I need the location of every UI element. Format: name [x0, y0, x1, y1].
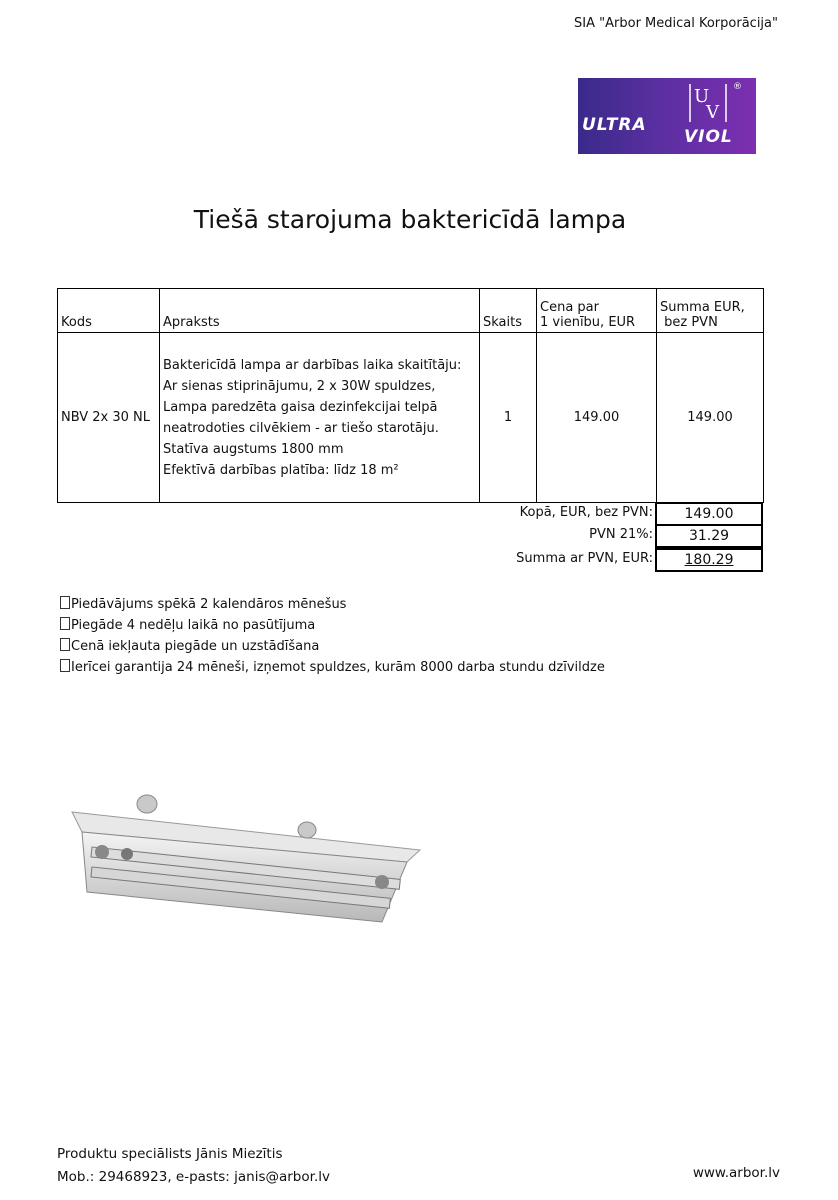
notes-list: [60, 594, 605, 678]
subtotal-value: 149.00: [655, 502, 763, 526]
footer-contact: [57, 1143, 330, 1189]
contact-info: Mob.: 29468923, e-pasts: janis@arbor.lv: [57, 1169, 330, 1185]
description-line: neatrodoties cilvēkiem - ar tiešo starotāju.: [163, 420, 439, 436]
table-row: [58, 333, 764, 503]
table-header-row: [58, 289, 764, 333]
header-sum: [657, 289, 764, 333]
list-item: [60, 594, 605, 615]
note-text: Ierīcei garantija 24 mēneši, izņemot spuldzes, kurām 8000 darba stundu dzīvildze: [71, 660, 605, 675]
page-title: Tiešā starojuma baktericīdā lampa: [193, 205, 627, 234]
total-row: [57, 548, 763, 570]
description-line: Ar sienas stiprinājumu, 2 x 30W spuldzes,: [163, 378, 436, 394]
header-sum-line2: bez PVN: [660, 315, 718, 330]
bullet-box-icon: [60, 638, 70, 651]
bullet-box-icon: [60, 659, 70, 672]
row-description: [160, 333, 480, 503]
uv-emblem-icon: [684, 80, 734, 124]
total-value: 180.29: [655, 548, 763, 572]
list-item: [60, 615, 605, 636]
header-unit-price: [537, 289, 657, 333]
header-unit-price-line2: 1 vienību, EUR: [540, 315, 636, 330]
row-unit-price: 149.00: [537, 333, 657, 503]
note-text: Cenā iekļauta piegāde un uzstādīšana: [71, 639, 320, 654]
note-text: Piegāde 4 nedēļu laikā no pasūtījuma: [71, 618, 316, 633]
vat-value: 31.29: [655, 524, 763, 548]
website-link[interactable]: www.arbor.lv: [692, 1165, 780, 1181]
vat-label: PVN 21%:: [589, 527, 653, 542]
description-line: Baktericīdā lampa ar darbības laika skaitītāju:: [163, 357, 462, 373]
header-unit-price-line1: Cena par: [540, 300, 599, 315]
registered-icon: ®: [733, 82, 742, 92]
list-item: [60, 636, 605, 657]
header-quantity: Skaits: [480, 289, 537, 333]
header-sum-line1: Summa EUR,: [660, 300, 745, 315]
row-quantity: 1: [480, 333, 537, 503]
ultraviol-logo: [578, 78, 756, 154]
list-item: [60, 657, 605, 678]
subtotal-label: Kopā, EUR, bez PVN:: [519, 505, 653, 520]
header-code: Kods: [58, 289, 160, 333]
logo-text-ultra: ULTRA: [582, 115, 647, 135]
lamp-product-image: [62, 792, 428, 932]
description-line: Statīva augstums 1800 mm: [163, 441, 344, 457]
offer-table: [57, 288, 764, 503]
description-line: Lampa paredzēta gaisa dezinfekcijai telpā: [163, 399, 438, 415]
svg-text:U: U: [694, 86, 710, 107]
total-label: Summa ar PVN, EUR:: [516, 551, 653, 566]
svg-text:V: V: [706, 102, 719, 123]
vat-row: [57, 524, 763, 546]
bullet-box-icon: [60, 596, 70, 609]
subtotal-row: [57, 502, 763, 524]
bullet-box-icon: [60, 617, 70, 630]
note-text: Piedāvājums spēkā 2 kalendāros mēnešus: [71, 597, 347, 612]
description-line: Efektīvā darbības platība: līdz 18 m²: [163, 462, 399, 478]
header-description: Apraksts: [160, 289, 480, 333]
row-code: NBV 2x 30 NL: [58, 333, 160, 503]
row-sum: 149.00: [657, 333, 764, 503]
specialist-name: Produktu speciālists Jānis Miezītis: [57, 1146, 283, 1162]
logo-text-viol: VIOL: [684, 127, 733, 147]
company-name: SIA "Arbor Medical Korporācija": [574, 16, 778, 31]
